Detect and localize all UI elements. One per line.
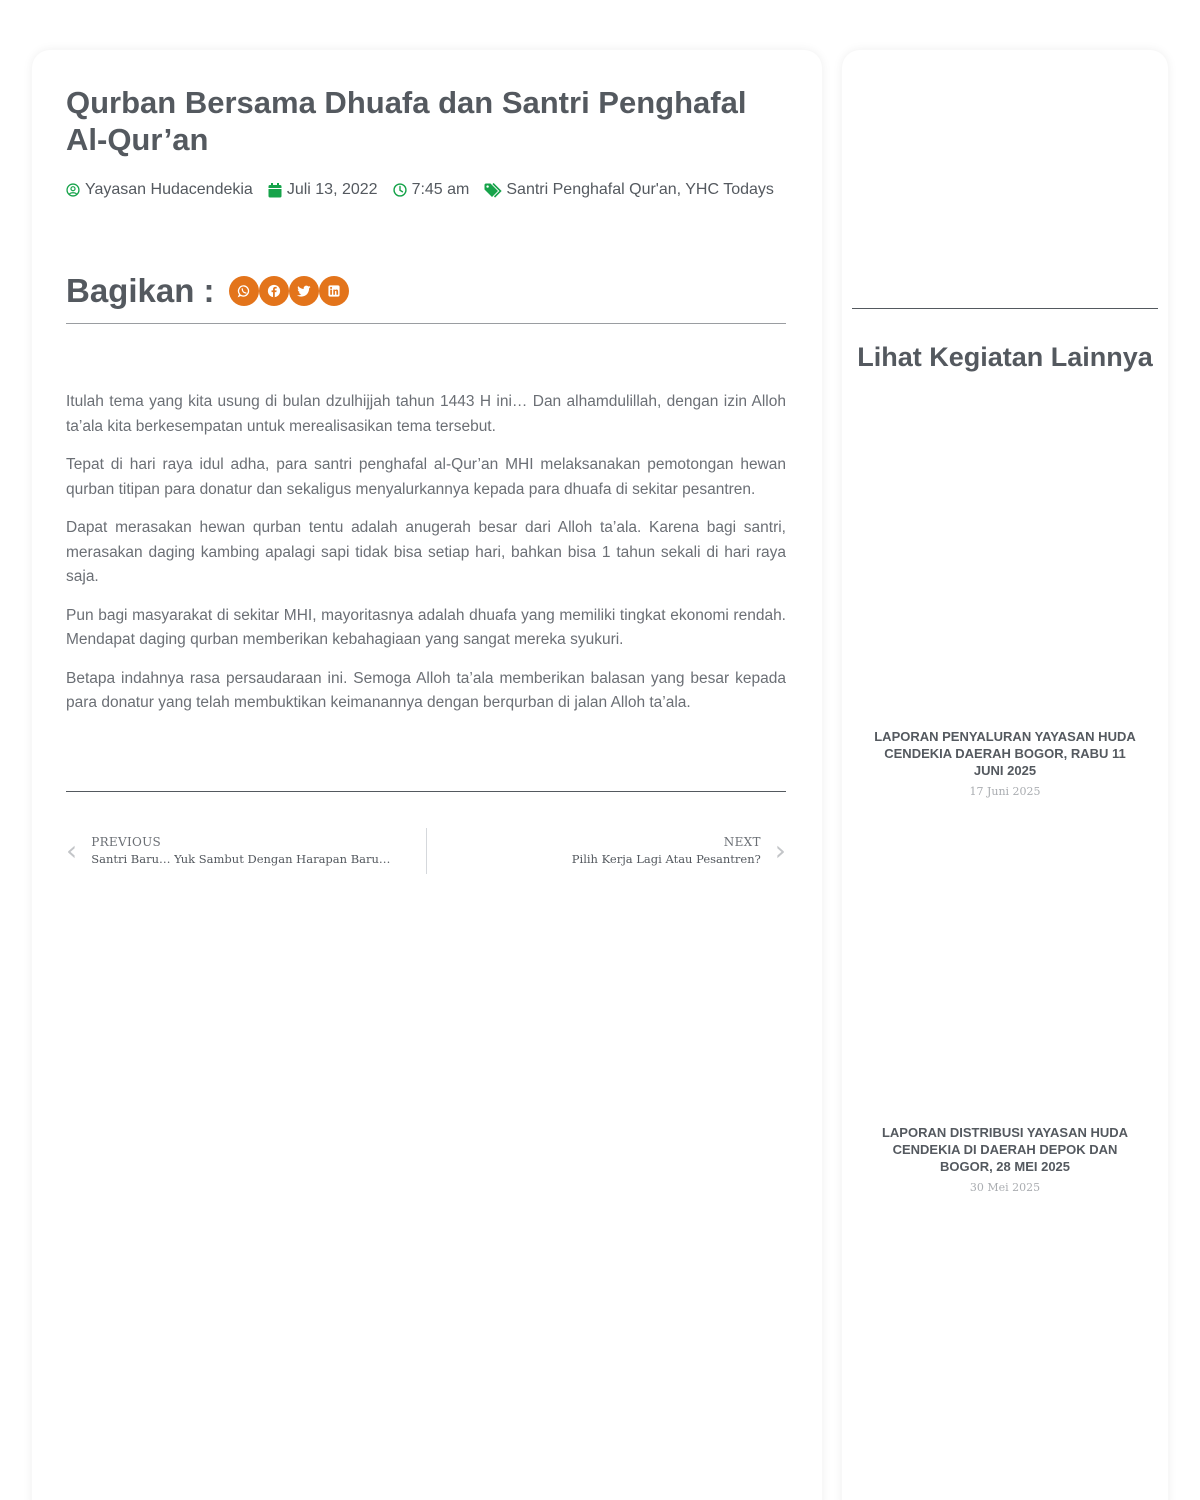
meta-time — [393, 181, 470, 199]
facebook-icon — [267, 284, 281, 298]
content-paragraph: Tepat di hari raya idul adha, para santri penghafal al-Qur’an MHI melaksanakan pemotongan hewan qurban titipan para donatur dan sekaligus menyalurkannya kepada para dhuafa di sekitar pesantren. — [66, 456, 786, 498]
related-post[interactable] — [872, 1124, 1138, 1194]
tags-icon — [484, 183, 503, 198]
post-time: 7:45 am — [411, 181, 470, 198]
content-paragraph: Pun bagi masyarakat di sekitar MHI, mayoritasnya adalah dhuafa yang memiliki tingkat ekonomi rendah. Mendapat daging qurban memberikan kebahagiaan yang sangat mereka syukuri. — [66, 606, 786, 648]
related-post[interactable] — [872, 728, 1138, 798]
content-divider — [66, 791, 786, 792]
content-paragraph: Itulah tema yang kita usung di bulan dzulhijjah tahun 1443 H ini… Dan alhamdulillah, dengan izin Alloh ta’ala kita berkesempatan untuk merealisasikan tema tersebut. — [66, 393, 786, 435]
share-twitter-button[interactable] — [289, 276, 319, 306]
related-post-title[interactable]: LAPORAN DISTRIBUSI YAYASAN HUDA CENDEKIA DI DAERAH DEPOK DAN BOGOR, 28 MEI 2025 — [881, 1125, 1129, 1174]
next-post-title: Pilih Kerja Lagi Atau Pesantren? — [571, 852, 761, 866]
share-heading: Bagikan : — [66, 272, 215, 309]
twitter-icon — [297, 285, 311, 298]
post-content — [66, 390, 786, 730]
sidebar — [842, 50, 1168, 1500]
content-paragraph: Betapa indahnya rasa persaudaraan ini. Semoga Alloh ta’ala memberikan balasan yang besar kepada para donatur yang telah membuktikan keimanannya dengan berqurban di jalan Alloh ta’ala. — [66, 669, 786, 711]
previous-post-title: Santri Baru… Yuk Sambut Dengan Harapan Baru… — [91, 852, 391, 866]
content-paragraph: Dapat merasakan hewan qurban tentu adalah anugerah besar dari Alloh ta’ala. Karena bagi santri, merasakan daging kambing apalagi sapi tidak bisa setiap hari, bahkan bisa 1 tahun sekali di hari raya saja. — [66, 519, 786, 585]
whatsapp-icon — [237, 284, 251, 298]
linkedin-icon — [328, 285, 340, 297]
previous-label: PREVIOUS — [91, 835, 162, 849]
share-divider — [66, 323, 786, 324]
meta-categories[interactable] — [484, 181, 774, 199]
user-circle-icon — [66, 183, 80, 197]
sidebar-heading: Lihat Kegiatan Lainnya — [857, 342, 1153, 372]
chevron-right-icon: › — [774, 834, 786, 867]
post-title: Qurban Bersama Dhuafa dan Santri Penghafal Al-Qur’an — [66, 85, 747, 157]
previous-post-link[interactable] — [66, 828, 426, 874]
clock-icon — [393, 183, 407, 197]
chevron-left-icon: ‹ — [66, 834, 78, 867]
related-post-date: 30 Mei 2025 — [969, 1181, 1041, 1194]
share-bar — [66, 272, 349, 310]
calendar-icon — [268, 183, 282, 198]
meta-date[interactable] — [268, 181, 378, 199]
related-post-date: 17 Juni 2025 — [969, 785, 1041, 798]
post-date: Juli 13, 2022 — [286, 181, 378, 198]
meta-author[interactable] — [66, 181, 253, 199]
post-categories: Santri Penghafal Qur'an, YHC Todays — [506, 181, 774, 198]
next-post-link[interactable] — [427, 828, 787, 874]
post-card — [32, 50, 822, 1500]
sidebar-divider — [852, 308, 1158, 309]
post-meta — [66, 181, 806, 199]
related-post-title[interactable]: LAPORAN PENYALURAN YAYASAN HUDA CENDEKIA DAERAH BOGOR, RABU 11 JUNI 2025 — [874, 729, 1136, 778]
share-whatsapp-button[interactable] — [229, 276, 259, 306]
author-name: Yayasan Hudacendekia — [85, 181, 253, 198]
post-navigation — [66, 828, 786, 874]
share-linkedin-button[interactable] — [319, 276, 349, 306]
share-facebook-button[interactable] — [259, 276, 289, 306]
next-label: NEXT — [723, 835, 761, 849]
